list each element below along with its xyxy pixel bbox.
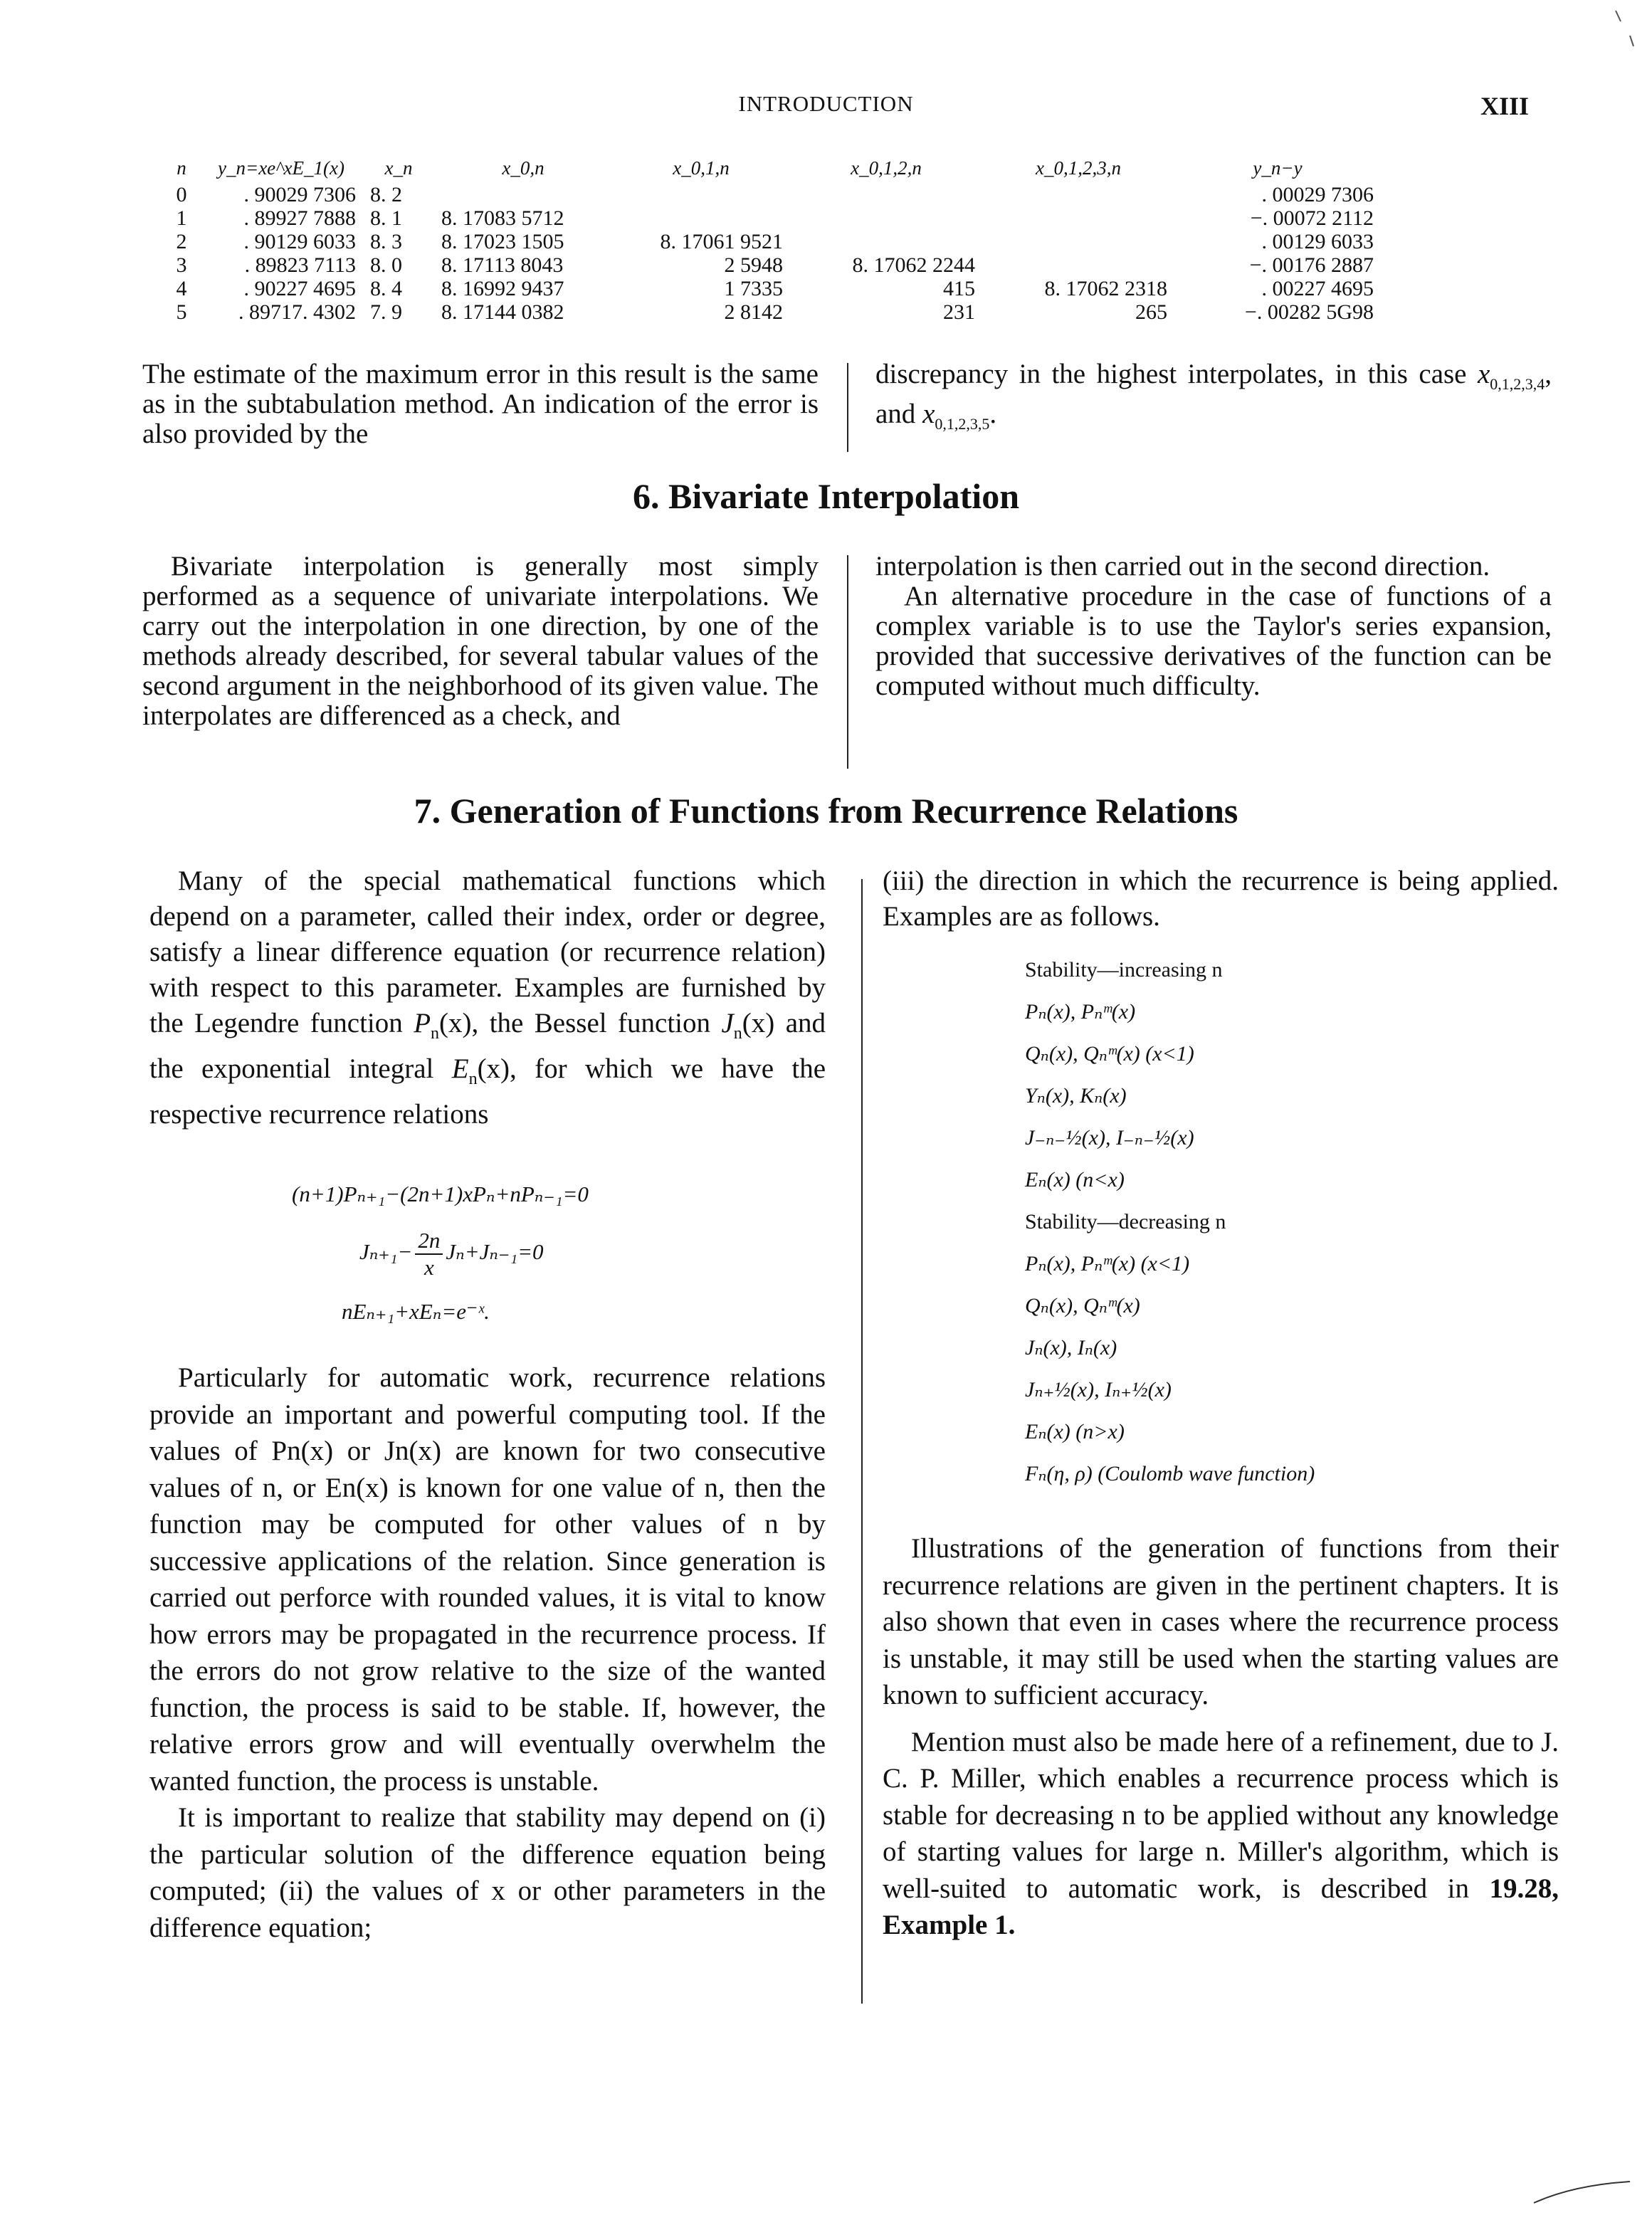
- table-cell: [612, 206, 790, 230]
- paragraph: interpolation is then carried out in the second direction.: [875, 551, 1490, 582]
- stability-item: Qₙ(x), Qₙᵐ(x): [1025, 1294, 1140, 1317]
- table-cell: 7. 9: [370, 300, 402, 324]
- stability-item: Yₙ(x), Kₙ(x): [1025, 1084, 1127, 1108]
- section5-left-text: [142, 359, 819, 449]
- table-cell: [982, 230, 1174, 253]
- cross-reference: 19.28, Example 1.: [883, 1873, 1559, 1940]
- math-subscript: 0,1,2,3,5: [935, 414, 990, 433]
- section7-left-text: [149, 863, 826, 1132]
- table-cell: [790, 206, 982, 230]
- math-var: E: [451, 1053, 469, 1084]
- table-header-cell: x_0,1,2,n: [851, 157, 922, 179]
- table-cell: 5: [176, 300, 187, 324]
- table-cell: [982, 206, 1174, 230]
- paragraph: [149, 863, 826, 1132]
- paragraph: [883, 1724, 1559, 1944]
- paragraph: [875, 359, 1552, 439]
- table-cell: 8. 17083 5712: [441, 206, 564, 230]
- text-span: (x), for which we have the respective recurrence relations: [149, 1053, 826, 1130]
- table-header-cell: x_0,1,n: [673, 157, 730, 179]
- interpolation-table: [164, 153, 1381, 324]
- table-cell: . 00129 6033: [1261, 229, 1374, 253]
- fraction-denominator: x: [424, 1255, 434, 1280]
- table-cell: [434, 183, 612, 206]
- fraction-numerator: 2n: [415, 1228, 443, 1255]
- text-span: discrepancy in the highest interpolates, in this case: [875, 359, 1467, 389]
- table-cell: 8. 17023 1505: [441, 229, 564, 253]
- math-subscript: 0,1,2,3,4: [1490, 374, 1545, 393]
- stability-item: Jₙ(x), Iₙ(x): [1025, 1336, 1117, 1359]
- table-cell: 8. 17144 0382: [441, 300, 564, 324]
- table-row: [164, 206, 1381, 230]
- table-row: [164, 300, 1381, 324]
- stability-list: [1025, 959, 1315, 1505]
- table-cell: [790, 183, 982, 206]
- scan-mark: [1612, 7, 1641, 50]
- table-cell: [982, 183, 1174, 206]
- table-cell: [790, 230, 982, 253]
- table-cell: . 89717. 4302: [238, 300, 356, 324]
- table-cell: 1: [176, 206, 187, 230]
- table-cell: 2 8142: [724, 300, 783, 324]
- stability-item: Eₙ(x) (n>x): [1025, 1420, 1125, 1443]
- section-heading: 6. Bivariate Interpolation: [632, 476, 1020, 516]
- table-header-cell: y_n−y: [1253, 157, 1303, 179]
- table-cell: 2 5948: [724, 253, 783, 277]
- table-cell: 8. 17113 8043: [441, 253, 564, 277]
- stability-increasing-label: Stability—increasing n: [1025, 958, 1223, 982]
- table-cell: 8. 2: [370, 182, 402, 206]
- table-cell: 8. 17062 2318: [1044, 276, 1167, 300]
- table-header-cell: y_n=xe^xE_1(x): [217, 157, 344, 179]
- table-header-row: [164, 153, 1381, 183]
- table-cell: . 90227 4695: [243, 276, 356, 300]
- text-span: (x), the Bessel function: [439, 1008, 711, 1038]
- table-row: [164, 230, 1381, 253]
- running-header-title: INTRODUCTION: [738, 91, 914, 116]
- table-cell: 8. 0: [370, 253, 402, 277]
- paragraph: (iii) the direction in which the recurrence is being applied. Examples are as follows.: [883, 866, 1559, 932]
- math-subscript: n: [468, 1069, 478, 1088]
- table-cell: 265: [1135, 300, 1167, 324]
- math-subscript: n: [431, 1024, 440, 1043]
- table-header-cell: x_0,n: [502, 157, 544, 179]
- table-row: [164, 277, 1381, 300]
- table-row: [164, 183, 1381, 206]
- column-divider: [847, 555, 848, 769]
- table-cell: 415: [943, 276, 975, 300]
- equation-part: Jₙ+Jₙ₋₁=0: [446, 1239, 544, 1265]
- paragraph: An alternative procedure in the case of functions of a complex variable is to use the Taylor's series expansion, provided that successive derivatives of the function can be computed without much difficulty.: [875, 581, 1552, 701]
- table-cell: 0: [176, 182, 187, 206]
- section7-right-text-cont: [883, 1530, 1559, 1944]
- table-cell: 2: [176, 229, 187, 253]
- table-cell: 8. 17061 9521: [660, 229, 783, 253]
- stability-item: Pₙ(x), Pₙᵐ(x): [1025, 1000, 1136, 1024]
- equation-part: Jₙ₊₁−: [359, 1239, 413, 1265]
- table-cell: 8. 17062 2244: [852, 253, 975, 277]
- table-cell: 4: [176, 276, 187, 300]
- table-cell: . 89823 7113: [244, 253, 356, 277]
- paragraph: It is important to realize that stability may depend on (i) the particular solution of the difference equation being computed; (ii) the values of x or other parameters in the difference equation;: [149, 1802, 826, 1943]
- paragraph: Particularly for automatic work, recurrence relations provide an important and powerful computing tool. If the values of Pn(x) or Jn(x) are known for two consecutive values of n, or En(x) is known for one value of n, then the function may be computed for other values of n by successive applications of the relation. Since generation is carried out perforce with rounded values, it is vital to know how errors may be propagated in the recurrence process. If the errors do not grow relative to the size of the wanted function, the process is said to be stable. If, however, the relative errors grow and will eventually overwhelm the wanted function, the process is unstable.: [149, 1362, 826, 1796]
- section-heading: 7. Generation of Functions from Recurrence Relations: [414, 791, 1238, 831]
- table-cell: 3: [176, 253, 187, 277]
- text-span: Many of the special mathematical functions which depend on a parameter, called their index, order or degree, satisfy a linear difference equation (or recurrence relation) with respect to this parameter. Examples are furnished by the Legendre function: [149, 866, 826, 1038]
- text-span: (x) and the exponential integral: [149, 1008, 826, 1084]
- section7-right-text: [883, 863, 1559, 935]
- table-cell: −. 00282 5G98: [1244, 300, 1374, 324]
- section6-left-text: [142, 552, 819, 731]
- paragraph: The estimate of the maximum error in this result is the same as in the subtabulation method. An indication of the error is also provided by the: [142, 359, 819, 449]
- table-cell: 8. 1: [370, 206, 402, 230]
- table-header-cell: n: [177, 157, 186, 179]
- text-span: , and: [875, 359, 1552, 429]
- table-header-cell: x_0,1,2,3,n: [1036, 157, 1121, 179]
- table-cell: . 00227 4695: [1261, 276, 1374, 300]
- table-cell: 8. 16992 9437: [441, 276, 564, 300]
- table-cell: 8. 4: [370, 276, 402, 300]
- section7-left-text-cont: [149, 1359, 826, 1946]
- stability-item: Pₙ(x), Pₙᵐ(x) (x<1): [1025, 1252, 1190, 1275]
- table-row: [164, 253, 1381, 277]
- scan-mark: [1530, 2178, 1637, 2206]
- table-cell: −. 00072 2112: [1250, 206, 1374, 230]
- table-cell: . 00029 7306: [1261, 182, 1374, 206]
- stability-item: Fₙ(η, ρ) (Coulomb wave function): [1025, 1462, 1315, 1485]
- text-span: .: [989, 398, 997, 429]
- section5-right-text: [875, 359, 1552, 439]
- math-subscript: n: [733, 1024, 742, 1043]
- table-cell: −. 00176 2887: [1249, 253, 1374, 277]
- paragraph: Illustrations of the generation of functions from their recurrence relations are given in the pertinent chapters. It is also shown that even in cases where the recurrence process is unstable, it may still be used when the starting values are known to sufficient accuracy.: [883, 1533, 1559, 1710]
- stability-item: J₋ₙ₋½(x), I₋ₙ₋½(x): [1025, 1126, 1194, 1149]
- table-cell: 231: [943, 300, 975, 324]
- math-var: P: [414, 1008, 431, 1038]
- text-span: Mention must also be made here of a refinement, due to J. C. P. Miller, which enables a recurrence process which is stable for decreasing n to be applied without any knowledge of starting values for large n. Miller's algorithm, which is well-suited to automatic work, is described in: [883, 1726, 1559, 1904]
- page-number: XIII: [1480, 92, 1530, 120]
- stability-item: Qₙ(x), Qₙᵐ(x) (x<1): [1025, 1042, 1194, 1066]
- fraction: [415, 1228, 443, 1280]
- table-cell: [982, 253, 1174, 277]
- stability-decreasing-label: Stability—decreasing n: [1025, 1210, 1226, 1233]
- equation-legendre-recurrence: (n+1)Pₙ₊₁−(2n+1)xPₙ+nPₙ₋₁=0: [292, 1182, 589, 1206]
- table-cell: . 90029 7306: [243, 182, 356, 206]
- equation-exponential-integral-recurrence: nEₙ₊₁+xEₙ=e⁻ˣ.: [342, 1299, 490, 1324]
- math-var: x: [1477, 359, 1490, 389]
- table-cell: . 89927 7888: [243, 206, 356, 230]
- column-divider: [861, 879, 863, 2004]
- math-var: x: [922, 398, 935, 429]
- stability-item: Jₙ₊½(x), Iₙ₊½(x): [1025, 1378, 1172, 1401]
- table-cell: 8. 3: [370, 229, 402, 253]
- stability-item: Eₙ(x) (n<x): [1025, 1168, 1125, 1191]
- table-cell: . 90129 6033: [243, 229, 356, 253]
- math-var: J: [721, 1008, 734, 1038]
- paragraph: Bivariate interpolation is generally most simply performed as a sequence of univariate interpolations. We carry out the interpolation in one direction, by one of the methods already described, for several tabular values of the second argument in the neighborhood of its given value. The interpolates are differenced as a check, and: [142, 551, 819, 731]
- table-header-cell: x_n: [384, 157, 413, 179]
- table-cell: 1 7335: [724, 276, 783, 300]
- equation-bessel-recurrence: [359, 1228, 544, 1280]
- section6-right-text: [875, 552, 1552, 701]
- table-cell: [612, 183, 790, 206]
- column-divider: [847, 363, 848, 452]
